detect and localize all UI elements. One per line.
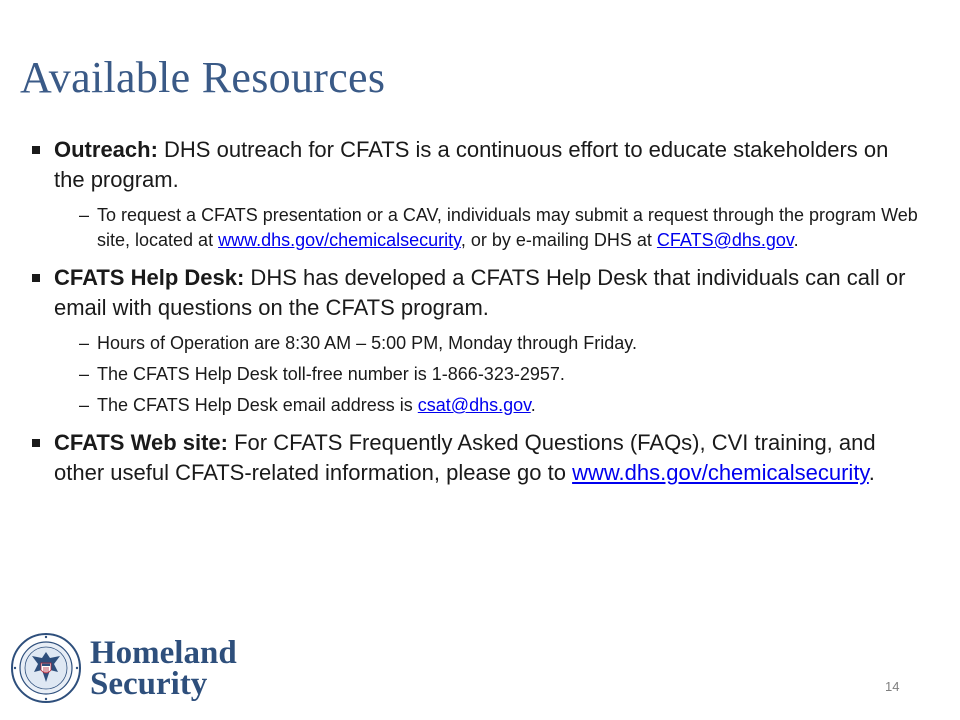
dhs-logo	[10, 632, 270, 704]
sub-list-help-desk	[18, 331, 918, 418]
chemicalsecurity-link[interactable]: www.dhs.gov/chemicalsecurity	[572, 460, 869, 485]
bullet-outreach	[18, 135, 918, 195]
sub-text: The CFATS Help Desk toll-free number is 1-866-323-2957.	[97, 364, 565, 384]
chemicalsecurity-link[interactable]: www.dhs.gov/chemicalsecurity	[218, 230, 461, 250]
bullet-help-desk	[18, 263, 918, 323]
sub-text: To request a CFATS presentation or a CAV, individuals may submit a request through the program Web site, located at	[97, 205, 918, 250]
square-bullet-icon	[32, 146, 40, 154]
bullet-text: DHS has developed a CFATS Help Desk that individuals can call or email with questions on the CFATS program.	[54, 265, 906, 320]
slide-title: Available Resources	[20, 53, 386, 102]
wordmark-line-1: Homeland	[90, 635, 237, 671]
bullet-tail: .	[868, 460, 875, 485]
dash-marker: –	[79, 395, 90, 415]
square-bullet-icon	[32, 439, 40, 447]
bullet-lead: Outreach:	[54, 137, 158, 162]
csat-email-link[interactable]: csat@dhs.gov	[417, 395, 531, 415]
sub-item-email	[18, 393, 918, 418]
bullet-text: DHS outreach for CFATS is a continuous effort to educate stakeholders on the program.	[54, 137, 889, 192]
sub-text: Hours of Operation are 8:30 AM – 5:00 PM, Monday through Friday.	[97, 333, 637, 353]
sub-text: .	[530, 395, 536, 415]
slide-content	[18, 135, 918, 496]
sub-text: The CFATS Help Desk email address is	[97, 395, 418, 415]
sub-text: .	[793, 230, 799, 250]
dhs-wordmark	[90, 635, 237, 702]
page-number: 14	[885, 679, 900, 694]
sub-text: , or by e-mailing DHS at	[460, 230, 657, 250]
dash-marker: –	[79, 333, 90, 353]
bullet-lead: CFATS Help Desk:	[54, 265, 245, 290]
bullet-web-site	[18, 428, 918, 488]
sub-list-outreach	[18, 203, 918, 253]
wordmark-line-2: Security	[90, 666, 208, 702]
bullet-lead: CFATS Web site:	[54, 430, 228, 455]
square-bullet-icon	[32, 274, 40, 282]
sub-item-hours	[18, 331, 918, 356]
cfats-email-link[interactable]: CFATS@dhs.gov	[656, 230, 794, 250]
dhs-seal-icon	[10, 632, 82, 704]
sub-item-request	[18, 203, 918, 253]
dash-marker: –	[79, 205, 90, 225]
sub-item-phone	[18, 362, 918, 387]
bullet-text: For CFATS Frequently Asked Questions (FAQs), CVI training, and other useful CFATS-related information, please go to	[54, 430, 876, 485]
dash-marker: –	[79, 364, 90, 384]
